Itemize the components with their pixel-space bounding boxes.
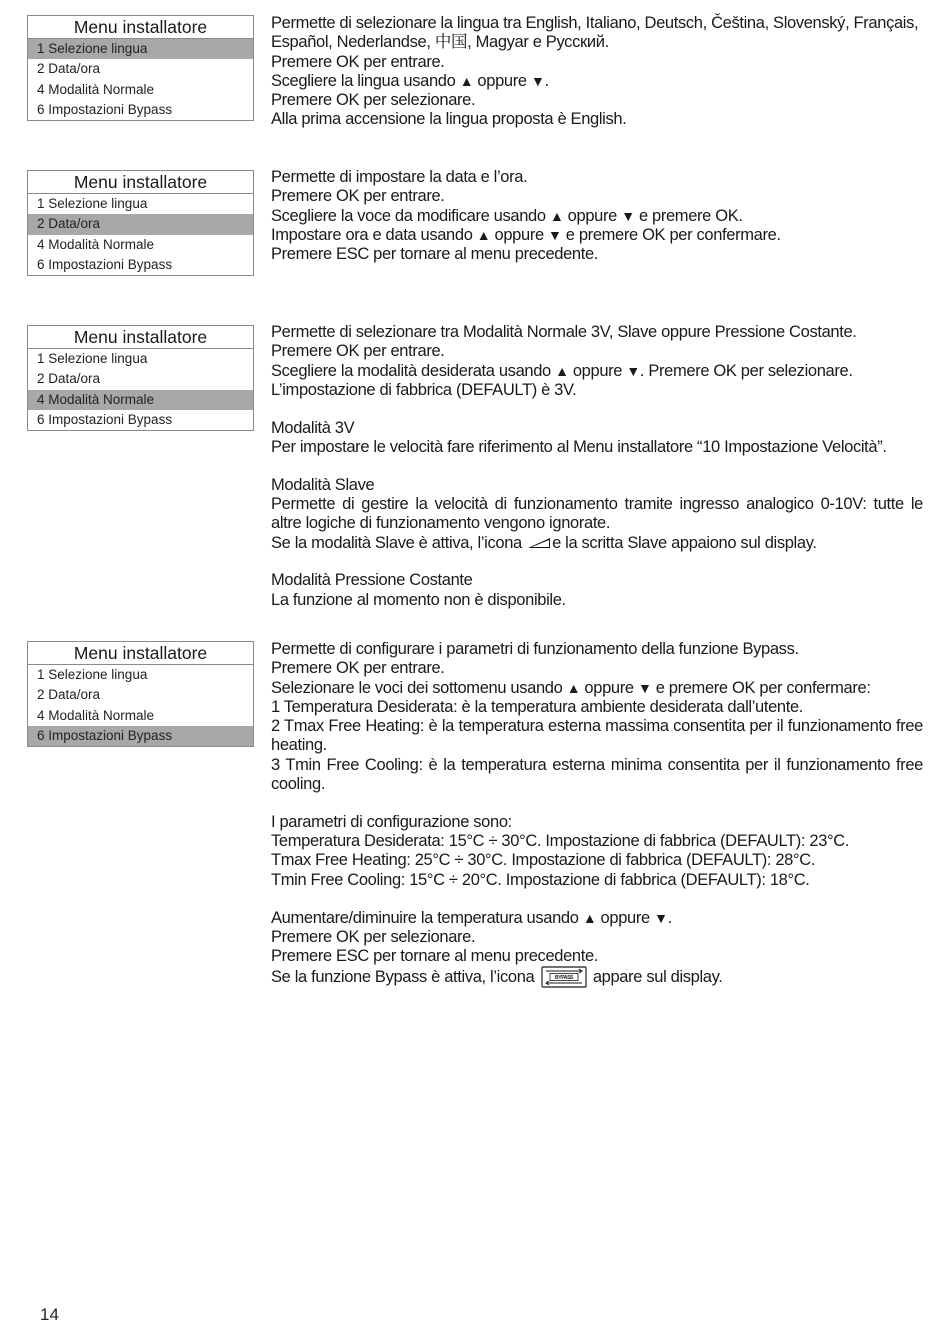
dataora-line-5: Premere ESC per tornare al menu precedente. <box>271 245 599 264</box>
dataora-line-1: Permette di impostare la data e l’ora. <box>271 168 528 186</box>
modalita-slave-icon-line: Se la modalità Slave è attiva, l’icona e la scritta Slave appaiono sul display. <box>271 533 817 552</box>
bypass-item-2: 2 Tmax Free Heating: è la temperatura esterna massima consentita per il funzionamento free heating. <box>271 717 923 755</box>
menu-item-selezione-lingua: 1 Selezione lingua <box>37 351 148 366</box>
bypass-item-1: 1 Temperatura Desiderata: è la temperatura ambiente desiderata dall’utente. <box>271 697 804 716</box>
arrow-down-icon: ▼ <box>637 679 652 696</box>
slave-ramp-icon <box>527 537 551 549</box>
arrow-up-icon: ▲ <box>549 207 564 224</box>
lingua-line-5: Premere OK per selezionare. <box>271 91 476 110</box>
modalita-pressione-text: La funzione al momento non è disponibile. <box>271 590 566 609</box>
menu-title: Menu installatore <box>28 16 253 39</box>
bypass-select-line: Premere OK per selezionare. <box>271 927 476 946</box>
menu-box-bypass <box>27 641 254 747</box>
bypass-param-tmin: Tmin Free Cooling: 15°C ÷ 20°C. Impostazione di fabbrica (DEFAULT): 18°C. <box>271 870 810 889</box>
menu-item-data-ora: 2 Data/ora <box>37 371 101 387</box>
arrow-down-icon: ▼ <box>530 72 545 89</box>
modalita-line-4: L’impostazione di fabbrica (DEFAULT) è 3V. <box>271 380 577 399</box>
bypass-param-temperatura: Temperatura Desiderata: 15°C ÷ 30°C. Impostazione di fabbrica (DEFAULT): 23°C. <box>271 832 850 851</box>
arrow-up-icon: ▲ <box>566 679 581 696</box>
menu-item-modalita-normale: 4 Modalità Normale <box>37 707 155 723</box>
menu-item-modalita-normale: 4 Modalità Normale <box>37 236 155 252</box>
modalita-line-3: Scegliere la modalità desiderata usando ▲ oppure ▼. Premere OK per selezionare. <box>271 361 853 380</box>
modalita-3v-text: Per impostare le velocità fare riferimento al Menu installatore “10 Impostazione Velocità”. <box>271 437 887 456</box>
menu-item-impostazioni-bypass: 6 Impostazioni Bypass <box>37 411 173 427</box>
menu-item-selezione-lingua: 1 Selezione lingua <box>28 39 253 59</box>
bypass-item-3: 3 Tmin Free Cooling: è la temperatura esterna minima consentita per il funzionamento free cooling. <box>271 755 923 794</box>
lingua-line-4: Scegliere la lingua usando ▲ oppure ▼. <box>271 71 549 90</box>
menu-title: Menu installatore <box>28 171 253 194</box>
arrow-up-icon: ▲ <box>459 72 474 89</box>
svg-text:BYPASS: BYPASS <box>554 975 573 982</box>
modalita-slave-heading: Modalità Slave <box>271 475 375 494</box>
menu-item-impostazioni-bypass: 6 Impostazioni Bypass <box>37 101 173 117</box>
menu-box-lingua <box>27 15 254 121</box>
bypass-line-1: Permette di configurare i parametri di funzionamento della funzione Bypass. <box>271 640 799 658</box>
arrow-down-icon: ▼ <box>548 226 562 243</box>
dataora-line-2: Premere OK per entrare. <box>271 187 445 206</box>
arrow-up-icon: ▲ <box>476 226 491 243</box>
lingua-line-1: Permette di selezionare la lingua tra English, Italiano, Deutsch, Čeština, Slovenský, Français, <box>271 14 919 32</box>
menu-item-impostazioni-bypass: 6 Impostazioni Bypass <box>37 256 173 272</box>
menu-item-impostazioni-bypass: 6 Impostazioni Bypass <box>28 726 253 746</box>
menu-item-selezione-lingua: 1 Selezione lingua <box>37 196 148 211</box>
arrow-down-icon: ▼ <box>626 362 640 379</box>
bypass-icon <box>541 966 587 988</box>
lingua-line-6: Alla prima accensione la lingua proposta è English. <box>271 110 627 129</box>
page-number: 14 <box>40 1305 59 1324</box>
bypass-line-3: Selezionare le voci dei sottomenu usando ▲ oppure ▼ e premere OK per confermare: <box>271 678 871 697</box>
arrow-down-icon: ▼ <box>654 909 668 926</box>
section-bypass <box>271 640 923 988</box>
arrow-up-icon: ▲ <box>555 362 569 379</box>
menu-item-modalita-normale: 4 Modalità Normale <box>28 390 253 410</box>
bypass-adjust-line: Aumentare/diminuire la temperatura usando ▲ oppure ▼. <box>271 908 672 927</box>
menu-title: Menu installatore <box>28 642 253 665</box>
modalita-pressione-heading: Modalità Pressione Costante <box>271 571 473 590</box>
modalita-line-2: Premere OK per entrare. <box>271 342 445 361</box>
bypass-params-heading: I parametri di configurazione sono: <box>271 812 512 831</box>
section-data-ora <box>271 168 923 264</box>
section-modalita <box>271 323 923 610</box>
bypass-esc-line: Premere ESC per tornare al menu precedente. <box>271 947 599 966</box>
menu-item-data-ora: 2 Data/ora <box>37 61 101 77</box>
bypass-param-tmax: Tmax Free Heating: 25°C ÷ 30°C. Impostazione di fabbrica (DEFAULT): 28°C. <box>271 851 816 870</box>
arrow-down-icon: ▼ <box>621 207 635 224</box>
section-lingua <box>271 14 923 130</box>
menu-item-data-ora: 2 Data/ora <box>28 214 253 234</box>
dataora-line-3: Scegliere la voce da modificare usando ▲ oppure ▼ e premere OK. <box>271 206 743 225</box>
lingua-line-2: Español, Nederlandse, 中国, Magyar e Русский. <box>271 33 609 52</box>
menu-item-modalita-normale: 4 Modalità Normale <box>37 81 155 97</box>
dataora-line-4: Impostare ora e data usando ▲ oppure ▼ e premere OK per confermare. <box>271 225 781 244</box>
menu-item-selezione-lingua: 1 Selezione lingua <box>37 667 148 682</box>
arrow-up-icon: ▲ <box>582 909 597 926</box>
menu-box-data-ora <box>27 170 254 276</box>
bypass-line-2: Premere OK per entrare. <box>271 659 445 678</box>
lingua-line-3: Premere OK per entrare. <box>271 52 445 71</box>
modalita-slave-text: Permette di gestire la velocità di funzionamento tramite ingresso analogico 0-10V: tutte le altre logiche di funzionamento vengono ignorate. <box>271 495 923 533</box>
modalita-3v-heading: Modalità 3V <box>271 418 355 437</box>
menu-box-modalita <box>27 325 254 431</box>
bypass-icon-line: Se la funzione Bypass è attiva, l’icona BYPASS appare sul display. <box>271 968 723 987</box>
modalita-line-1: Permette di selezionare tra Modalità Normale 3V, Slave oppure Pressione Costante. <box>271 323 857 341</box>
menu-title: Menu installatore <box>28 326 253 349</box>
menu-item-data-ora: 2 Data/ora <box>37 687 101 703</box>
